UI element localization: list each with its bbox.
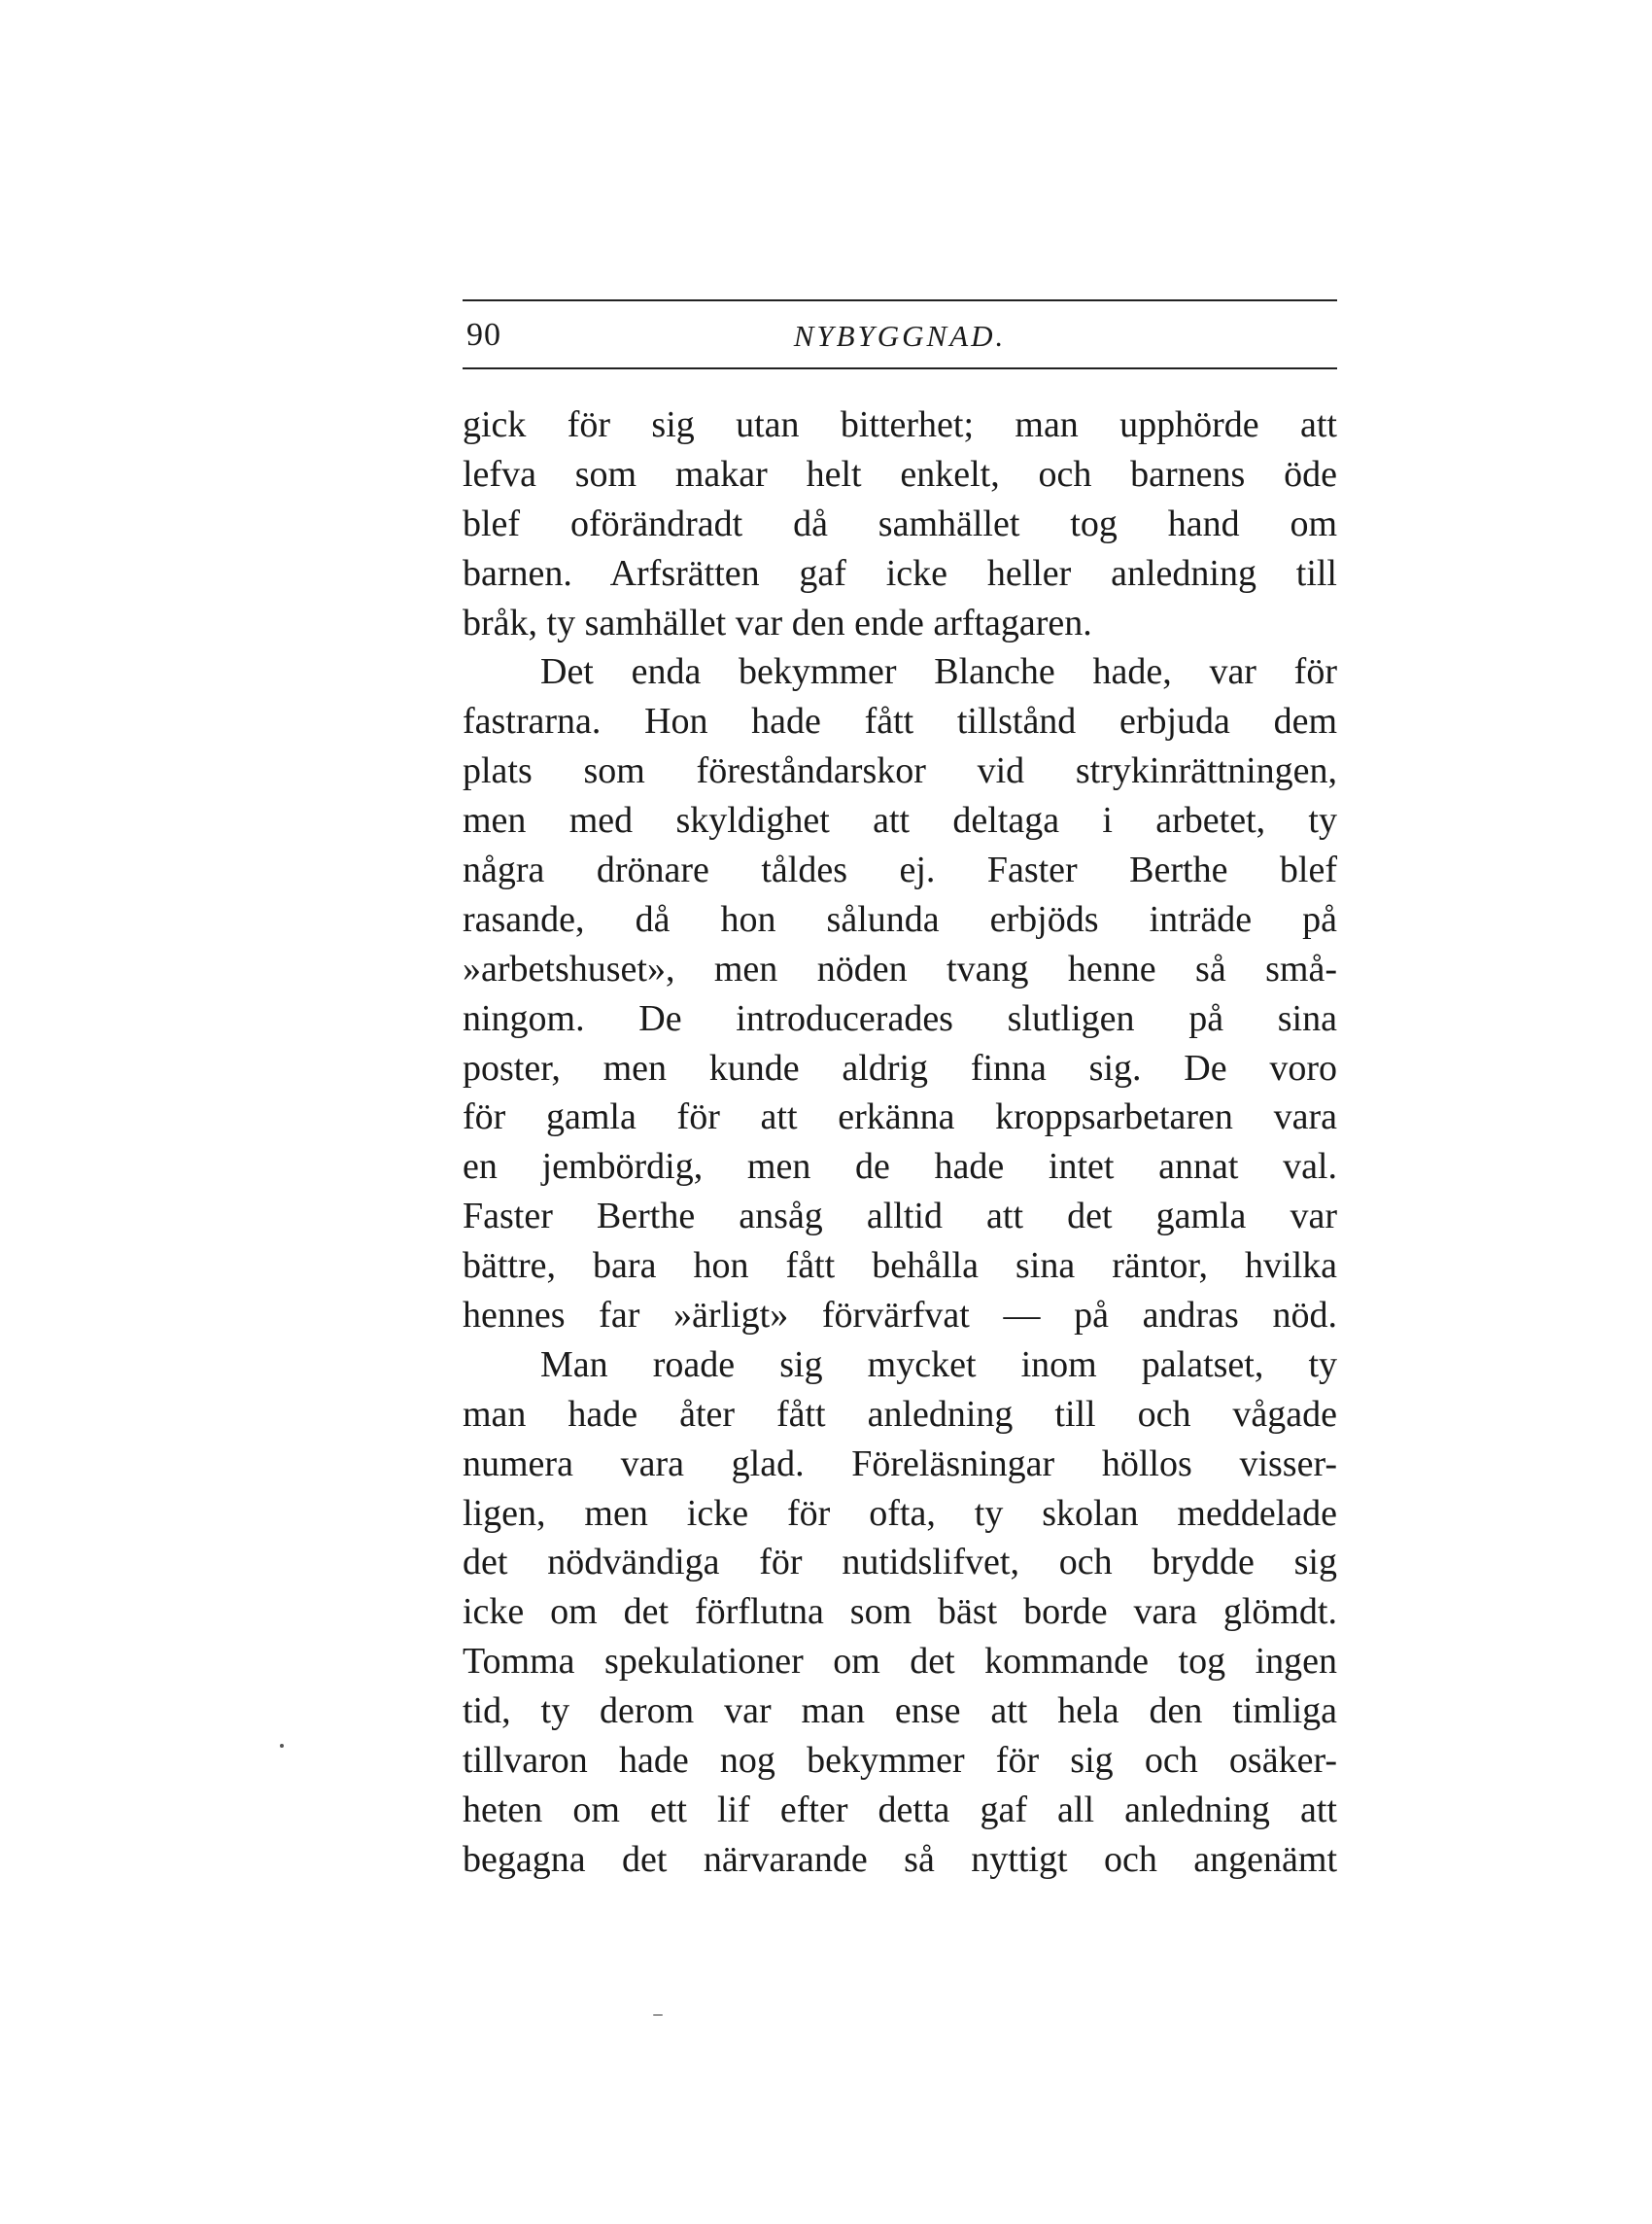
text-line: plats som föreståndarskor vid strykinrättningen, [463, 750, 1337, 792]
text-line: tillvaron hade nog bekymmer för sig och osäker- [463, 1740, 1337, 1782]
text-line: för gamla för att erkänna kroppsarbetaren vara [463, 1096, 1337, 1138]
header-rule-top [463, 299, 1337, 301]
text-line: Man roade sig mycket inom palatset, ty [540, 1343, 1337, 1385]
running-title: NYBYGGNAD. [793, 319, 1007, 353]
text-line: barnen. Arfsrätten gaf icke heller anledning till [463, 552, 1337, 594]
text-line: Det enda bekymmer Blanche hade, var för [540, 651, 1337, 693]
page-number: 90 [466, 317, 501, 353]
text-line: tid, ty derom var man ense att hela den timliga [463, 1690, 1337, 1732]
text-line: ningom. De introducerades slutligen på sina [463, 997, 1337, 1039]
scan-speck [280, 1744, 284, 1748]
text-line: lefva som makar helt enkelt, och barnens öde [463, 453, 1337, 495]
body-text [463, 400, 1337, 1885]
text-line: bråk, ty samhället var den ende arftagaren. [463, 602, 1092, 643]
text-line: gick för sig utan bitterhet; man upphörde att [463, 404, 1337, 445]
text-line: begagna det närvarande så nyttigt och angenämt [463, 1838, 1337, 1880]
text-line: Faster Berthe ansåg alltid att det gamla var [463, 1196, 1337, 1237]
text-line: ligen, men icke för ofta, ty skolan meddelade [463, 1492, 1337, 1534]
text-line: bättre, bara hon fått behålla sina räntor, hvilka [463, 1245, 1337, 1287]
scan-speck [653, 2014, 663, 2016]
text-line: fastrarna. Hon hade fått tillstånd erbjuda dem [463, 701, 1337, 743]
text-line: några drönare tåldes ej. Faster Berthe blef [463, 850, 1337, 891]
text-line: det nödvändiga för nutidslifvet, och brydde sig [463, 1542, 1337, 1583]
text-line: »arbetshuset», men nöden tvang henne så små- [463, 948, 1337, 990]
text-line: men med skyldighet att deltaga i arbetet, ty [463, 800, 1337, 842]
text-line: numera vara glad. Föreläsningar höllos visser- [463, 1442, 1337, 1484]
text-line: en jembördig, men de hade intet annat val. [463, 1146, 1337, 1188]
text-line: poster, men kunde aldrig finna sig. De voro [463, 1047, 1337, 1089]
text-line: icke om det förflutna som bäst borde vara glömdt. [463, 1591, 1337, 1633]
text-line: hennes far »ärligt» förvärfvat — på andras nöd. [463, 1295, 1337, 1337]
text-line: man hade åter fått anledning till och vågade [463, 1393, 1337, 1435]
text-line: Tomma spekulationer om det kommande tog ingen [463, 1641, 1337, 1683]
text-line: rasande, då hon sålunda erbjöds inträde på [463, 898, 1337, 940]
page-header [463, 317, 1337, 356]
header-rule-bottom [463, 367, 1337, 369]
text-line: blef oförändradt då samhället tog hand om [463, 503, 1337, 544]
text-line: heten om ett lif efter detta gaf all anledning att [463, 1789, 1337, 1830]
